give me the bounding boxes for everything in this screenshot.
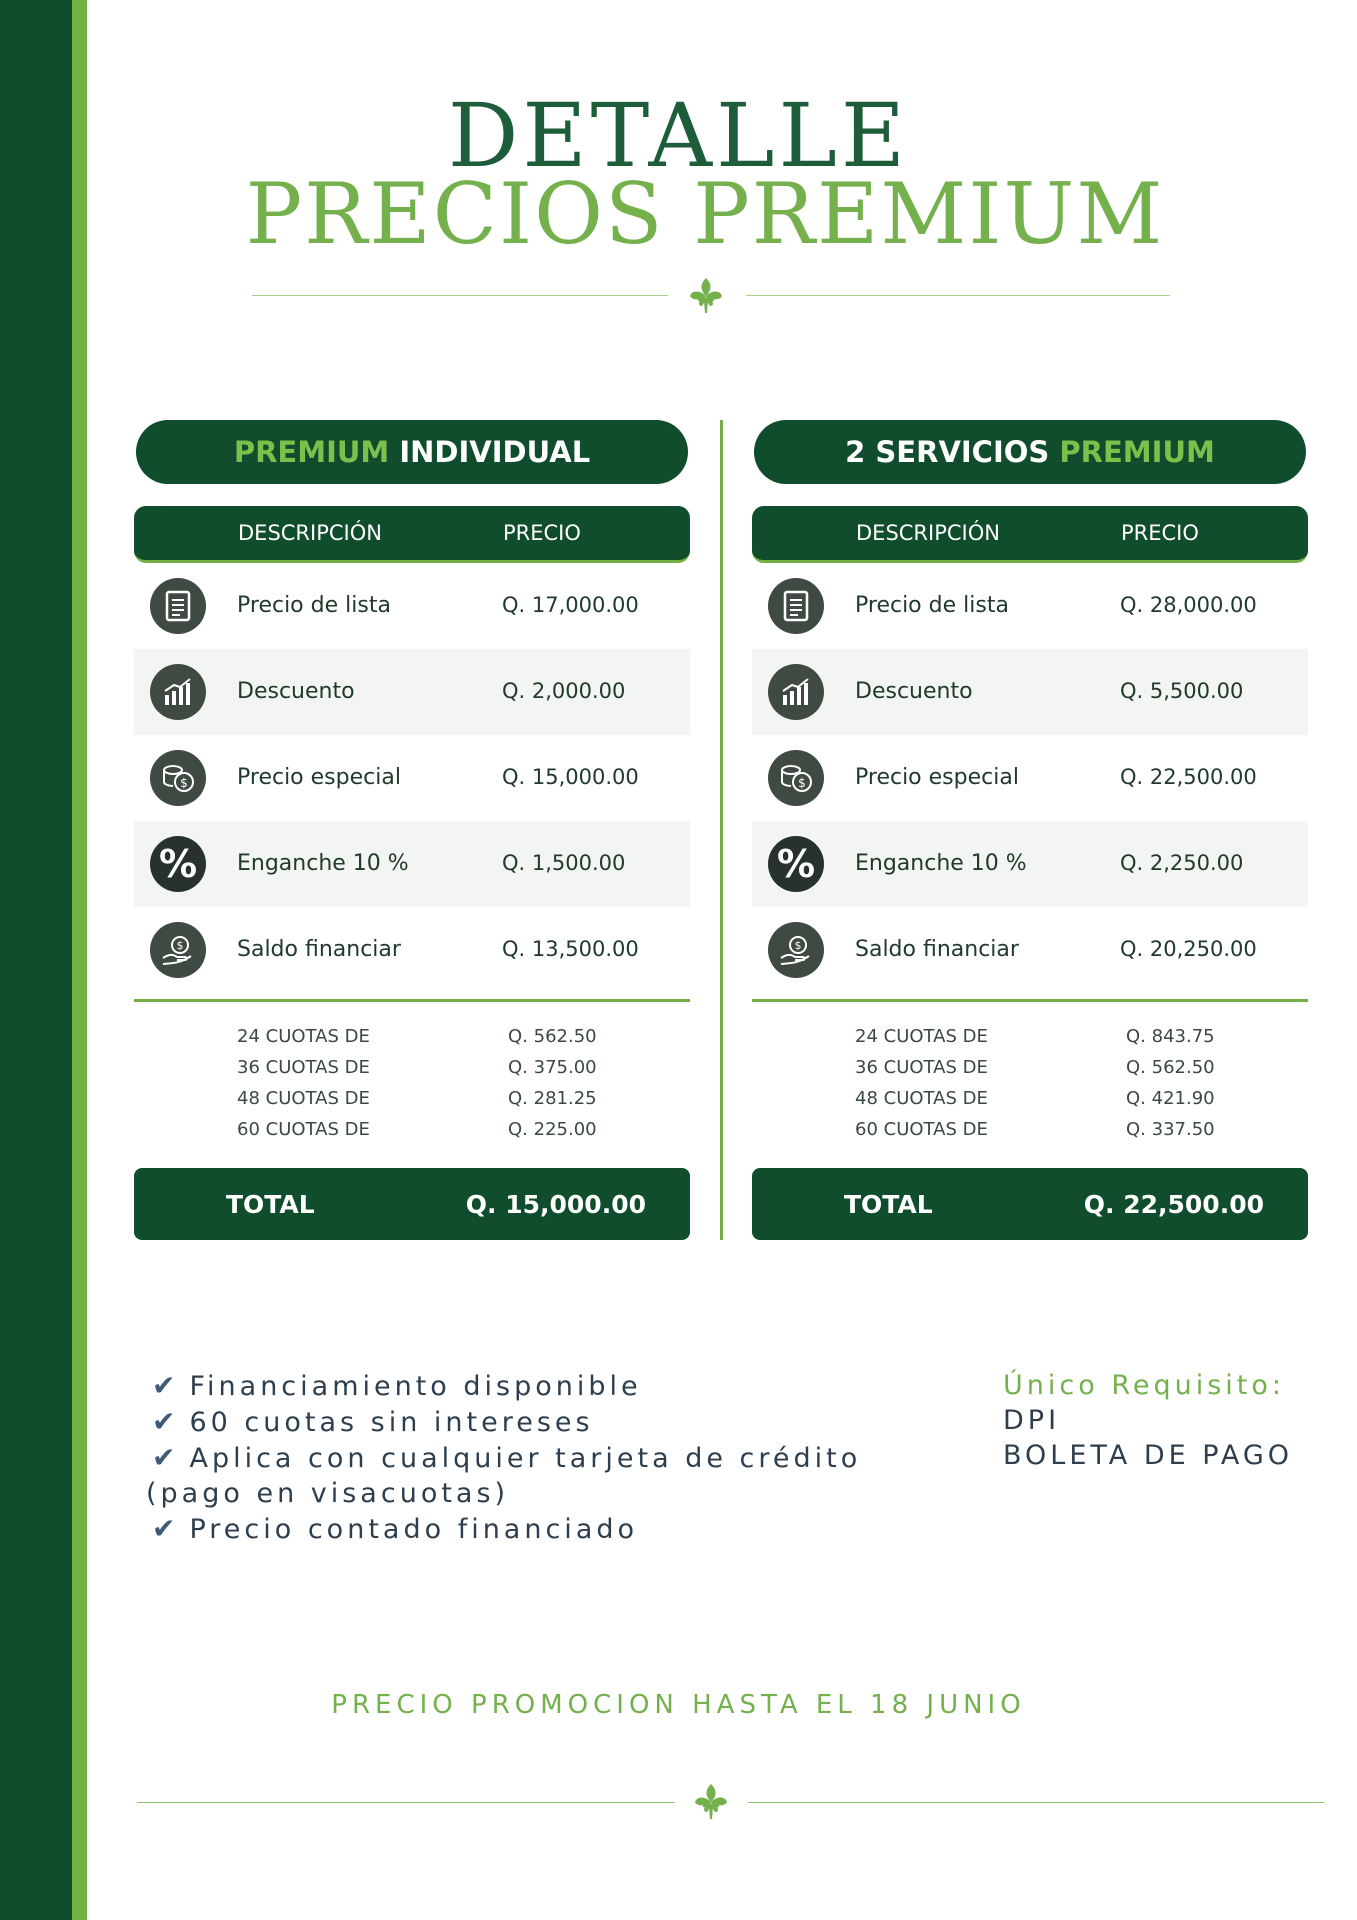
benefit-text: 60 cuotas sin intereses	[189, 1407, 594, 1438]
installment-label: 24 CUOTAS DE	[855, 1026, 988, 1047]
pricing-panel-individual	[134, 420, 690, 1240]
installments-list	[752, 1002, 1308, 1162]
panel-header	[136, 420, 688, 484]
row-label: Precio de lista	[237, 593, 391, 618]
hand-money-icon	[768, 922, 824, 978]
table-row	[134, 735, 690, 821]
row-value: Q. 2,250.00	[1120, 851, 1244, 875]
panel-header-text: 2 SERVICIOS	[845, 435, 1050, 469]
installment-label: 36 CUOTAS DE	[855, 1057, 988, 1078]
row-value: Q. 17,000.00	[502, 593, 639, 617]
col-price: PRECIO	[503, 521, 581, 545]
installment-value: Q. 337.50	[1126, 1119, 1215, 1140]
requirements-title: Único Requisito:	[1003, 1370, 1286, 1401]
installment-value: Q. 225.00	[508, 1119, 597, 1140]
total-value: Q. 15,000.00	[465, 1190, 646, 1219]
pricing-panel-two-services	[752, 420, 1308, 1240]
total-label: TOTAL	[226, 1190, 315, 1219]
row-value: Q. 15,000.00	[502, 765, 639, 789]
benefit-text: Financiamiento disponible	[189, 1371, 642, 1402]
promo-text: PRECIO PROMOCION HASTA EL 18 JUNIO	[331, 1690, 1026, 1720]
column-header	[134, 506, 690, 563]
percent-icon: %	[768, 836, 824, 892]
installment-label: 60 CUOTAS DE	[855, 1119, 988, 1140]
page-title-line1: DETALLE	[447, 84, 910, 187]
percent-icon: %	[150, 836, 206, 892]
row-value: Q. 2,000.00	[502, 679, 626, 703]
installment-value: Q. 843.75	[1126, 1026, 1215, 1047]
table-row	[752, 821, 1308, 907]
panel-header-accent: PREMIUM	[1059, 435, 1215, 469]
installment-label: 36 CUOTAS DE	[237, 1057, 370, 1078]
row-label: Precio de lista	[855, 593, 1009, 618]
row-value: Q. 28,000.00	[1120, 593, 1257, 617]
row-label: Saldo financiar	[855, 937, 1019, 962]
checkmark-icon: ✔	[152, 1441, 180, 1474]
row-label: Precio especial	[855, 765, 1019, 790]
installment-label: 48 CUOTAS DE	[237, 1088, 370, 1109]
installment-value: Q. 421.90	[1126, 1088, 1215, 1109]
table-row	[134, 649, 690, 735]
list-item	[152, 1368, 872, 1404]
table-row	[134, 907, 690, 993]
installment-value: Q. 375.00	[508, 1057, 597, 1078]
list-item	[152, 1511, 872, 1547]
installment-label: 48 CUOTAS DE	[855, 1088, 988, 1109]
list-item	[152, 1440, 872, 1476]
row-value: Q. 20,250.00	[1120, 937, 1257, 961]
total-bar	[752, 1168, 1308, 1240]
table-row	[134, 821, 690, 907]
checkmark-icon: ✔	[152, 1405, 180, 1438]
installment-label: 24 CUOTAS DE	[237, 1026, 370, 1047]
coins-icon	[150, 750, 206, 806]
ornament-line-left	[137, 1802, 675, 1803]
installment-value: Q. 281.25	[508, 1088, 597, 1109]
installment-value: Q. 562.50	[508, 1026, 597, 1047]
table-row	[752, 907, 1308, 993]
installment-label: 60 CUOTAS DE	[237, 1119, 370, 1140]
checkmark-icon: ✔	[152, 1512, 180, 1545]
requirement-item: BOLETA DE PAGO	[1003, 1440, 1294, 1471]
row-value: Q. 5,500.00	[1120, 679, 1244, 703]
row-value: Q. 1,500.00	[502, 851, 626, 875]
svg-text:$: $	[180, 776, 188, 790]
left-border-dark	[0, 0, 72, 1920]
row-label: Descuento	[237, 679, 355, 704]
panel-divider	[720, 420, 723, 1240]
list-item	[152, 1404, 872, 1440]
checkmark-icon: ✔	[152, 1369, 180, 1402]
table-row	[752, 649, 1308, 735]
ornament-line-right	[748, 1802, 1324, 1803]
installment-value: Q. 562.50	[1126, 1057, 1215, 1078]
row-value: Q. 13,500.00	[502, 937, 639, 961]
row-label: Descuento	[855, 679, 973, 704]
row-label: Precio especial	[237, 765, 401, 790]
svg-text:$: $	[794, 939, 802, 952]
requirement-item: DPI	[1003, 1405, 1061, 1436]
fleur-de-lis-icon	[691, 1782, 731, 1822]
installments-list	[134, 1002, 690, 1162]
benefits-list	[146, 1368, 872, 1547]
bar-chart-icon	[150, 664, 206, 720]
hand-money-icon	[150, 922, 206, 978]
total-bar	[134, 1168, 690, 1240]
col-price: PRECIO	[1121, 521, 1199, 545]
total-label: TOTAL	[844, 1190, 933, 1219]
panel-header-text: INDIVIDUAL	[399, 435, 591, 469]
table-row	[134, 563, 690, 649]
table-row	[752, 563, 1308, 649]
column-header	[752, 506, 1308, 563]
requirements-block	[1003, 1368, 1303, 1473]
benefit-text: Aplica con cualquier tarjeta de crédito	[189, 1443, 862, 1474]
document-list-icon	[150, 578, 206, 634]
bar-chart-icon	[768, 664, 824, 720]
ornament-line-right	[746, 295, 1170, 296]
document-list-icon	[768, 578, 824, 634]
row-value: Q. 22,500.00	[1120, 765, 1257, 789]
col-description: DESCRIPCIÓN	[238, 521, 382, 545]
page-title-line2: PRECIOS PREMIUM	[245, 165, 1165, 263]
row-label: Enganche 10 %	[237, 851, 409, 876]
ornament-line-left	[252, 295, 668, 296]
row-label: Saldo financiar	[237, 937, 401, 962]
svg-text:$: $	[176, 939, 184, 952]
left-border-accent	[72, 0, 87, 1920]
panel-header	[754, 420, 1306, 484]
coins-icon	[768, 750, 824, 806]
panel-header-accent: PREMIUM	[233, 435, 390, 469]
row-label: Enganche 10 %	[855, 851, 1027, 876]
fleur-de-lis-icon	[686, 276, 726, 316]
table-row	[752, 735, 1308, 821]
benefit-text: Precio contado financiado	[189, 1514, 639, 1545]
svg-text:$: $	[798, 776, 806, 790]
total-value: Q. 22,500.00	[1083, 1190, 1264, 1219]
benefit-continuation: (pago en visacuotas)	[146, 1478, 510, 1509]
col-description: DESCRIPCIÓN	[856, 521, 1000, 545]
